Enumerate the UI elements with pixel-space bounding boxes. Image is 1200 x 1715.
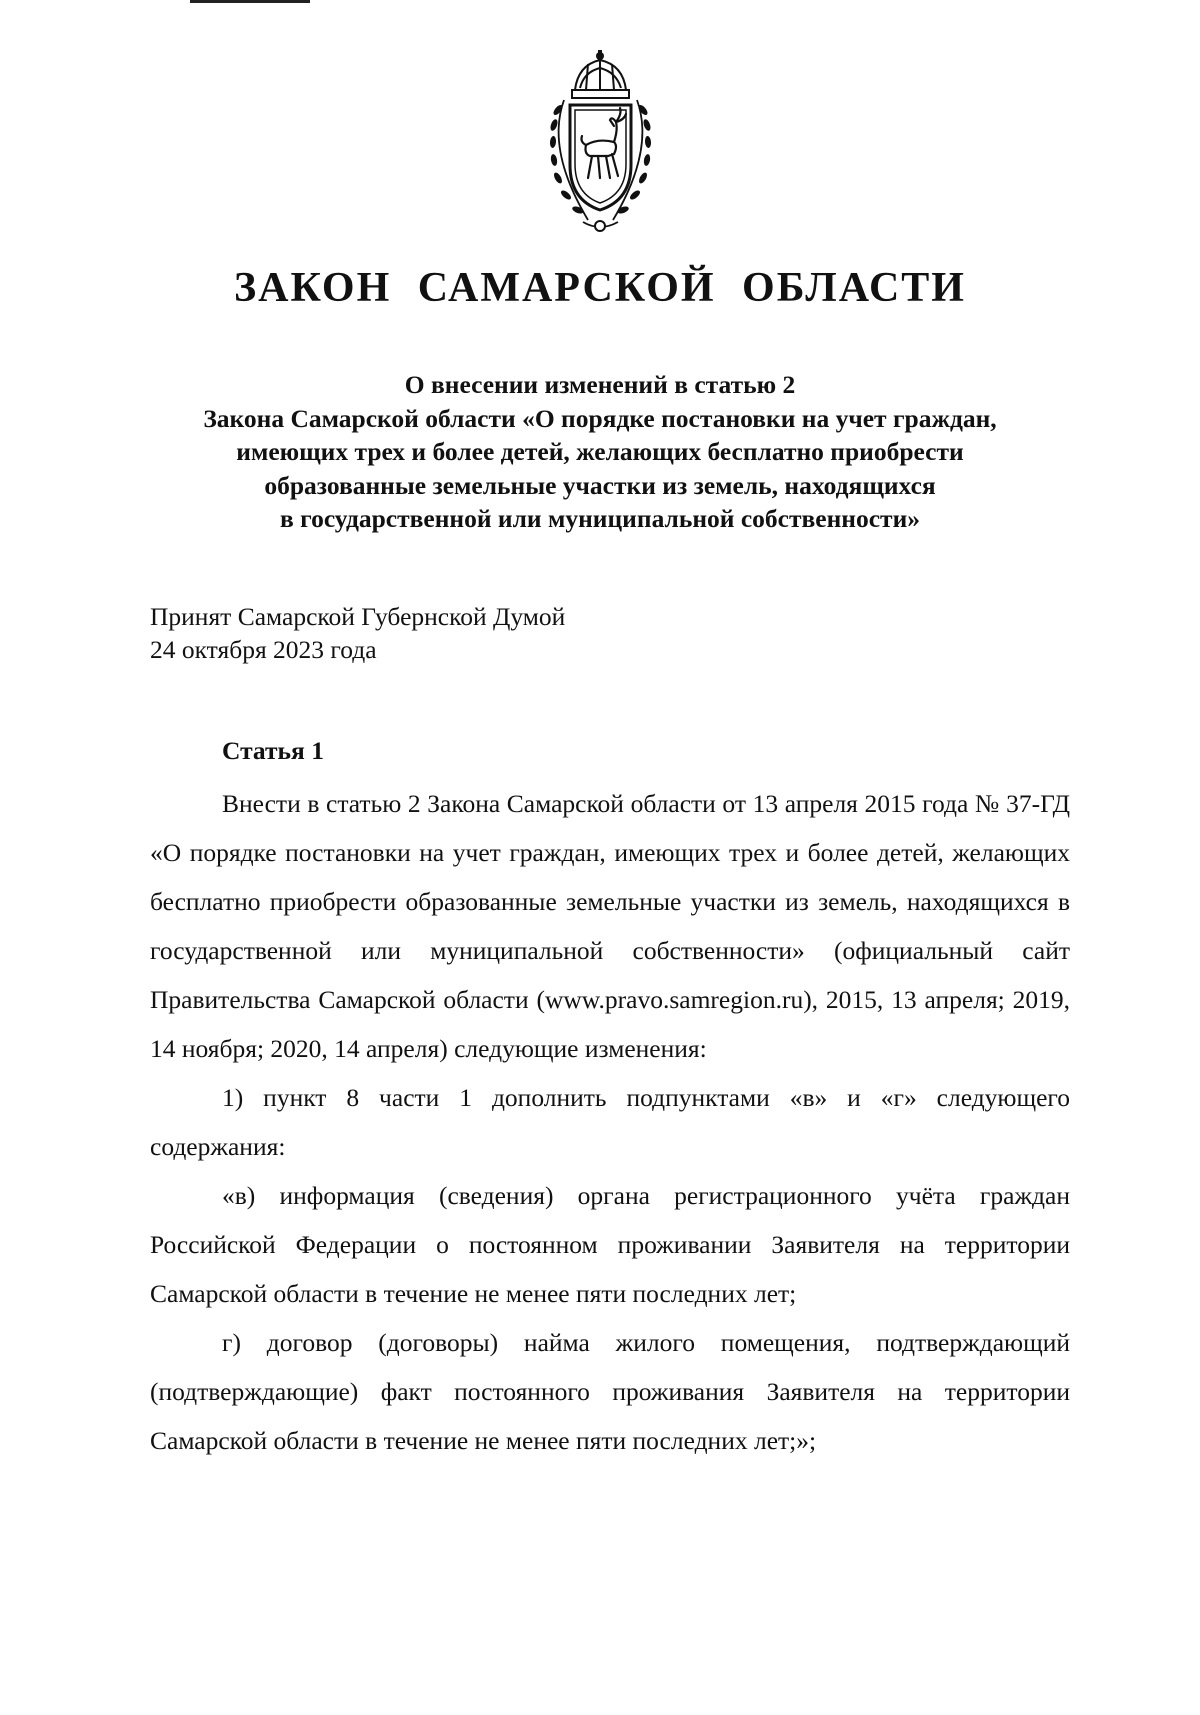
subtitle-line: в государственной или муниципальной собственности» [279, 504, 921, 533]
subtitle-line: имеющих трех и более детей, желающих бесплатно приобрести [236, 437, 964, 466]
article-heading: Статья 1 [222, 736, 324, 765]
law-subtitle [120, 368, 1080, 536]
scan-mark [190, 0, 310, 3]
article-paragraph: Внести в статью 2 Закона Самарской области от 13 апреля 2015 года № 37-ГД «О порядке постановки на учет граждан, имеющих трех и более детей, желающих бесплатно приобрести образованные земельные участки из земель, находящихся в государственной или муниципальной собственности» (официальный сайт Правительства Самарской области (www.pravo.samregion.ru), 2015, 13 апреля; 2019, 14 ноября; 2020, 14 апреля) следующие изменения: [150, 789, 1070, 1063]
subtitle-line: образованные земельные участки из земель, находящихся [264, 470, 936, 500]
law-title: ЗАКОН САМАРСКОЙ ОБЛАСТИ [234, 265, 966, 311]
subtitle-line: О внесении изменений в статью 2 [404, 370, 796, 399]
adoption-note [150, 600, 565, 666]
article-paragraph: «в) информация (сведения) органа регистрационного учёта граждан Российской Федерации о постоянном проживании Заявителя на территории Самарской области в течение не менее пяти последних лет; [150, 1181, 1070, 1308]
article-body [150, 779, 1070, 1465]
article-paragraph: г) договор (договоры) найма жилого помещения, подтверждающий (подтверждающие) факт постоянного проживания Заявителя на территории Самарской области в течение не менее пяти последних лет;»; [150, 1328, 1070, 1455]
coat-of-arms-emblem [528, 50, 673, 235]
adopted-by: Принят Самарской Губернской Думой [150, 602, 566, 631]
subtitle-line: Закона Самарской области «О порядке постановки на учет граждан, [203, 403, 997, 433]
article-paragraph: 1) пункт 8 части 1 дополнить подпунктами «в» и «г» следующего содержания: [150, 1083, 1070, 1161]
adopted-date: 24 октября 2023 года [150, 635, 377, 664]
